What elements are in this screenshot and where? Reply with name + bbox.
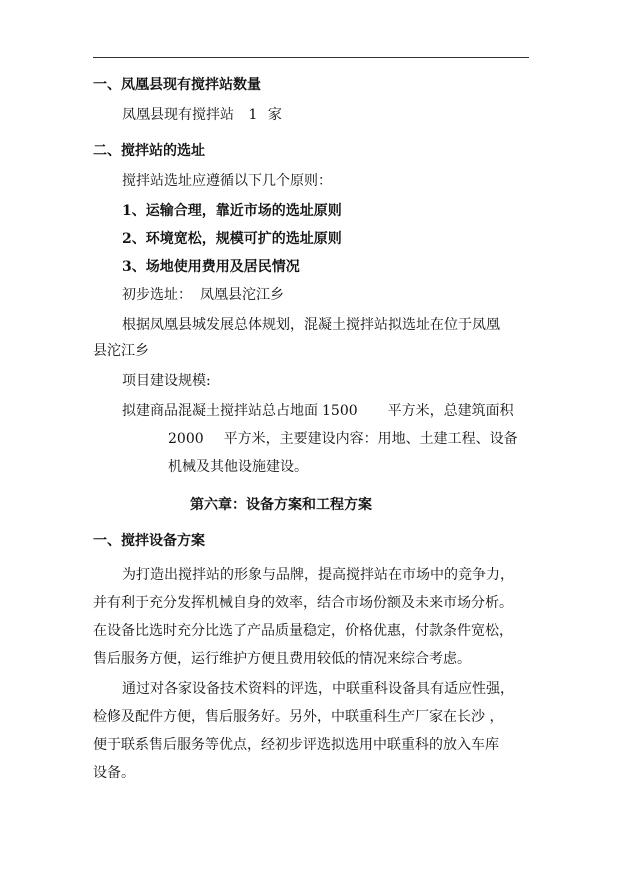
principle-3: 3、场地使用费用及居民情况: [122, 259, 300, 275]
p1-line1: 为打造出搅拌站的形象与品牌，提高搅拌站在市场中的竞争力，: [122, 567, 514, 583]
p1-line4: 售后服务方便，运行维护方便且费用较低的情况来综合考虑。: [93, 651, 471, 667]
prelim-site: [122, 286, 284, 304]
p2-line1: 通过对各家设备技术资料的评选，中联重科设备具有适应性强，: [122, 681, 514, 697]
section1-heading: 一、凤凰县现有搅拌站数量: [93, 77, 261, 93]
prelim-label: 初步选址：: [122, 287, 192, 303]
basis-line2: 县沱江乡: [93, 343, 149, 359]
scale-label: 项目建设规模:: [122, 373, 211, 389]
prelim-value: 凤凰县沱江乡: [200, 287, 284, 303]
p2-line4: 设备。: [93, 765, 135, 781]
section1-text-b: 家: [267, 107, 282, 123]
scale-line2-b: 平方米，主要建设内容：用地、土建工程、设备: [223, 431, 518, 447]
scale-line1-b: 平方米，总建筑面积: [387, 403, 514, 419]
scale-line1: [122, 402, 514, 420]
p2-line2: 检修及配件方便，售后服务好。另外，中联重科生产厂家在长沙 ，: [93, 709, 504, 725]
header-rule: [93, 57, 529, 58]
building-area: 2000: [168, 431, 204, 447]
land-area: 1500: [322, 403, 358, 419]
principle-2: 2、环境宽松，规模可扩的选址原则: [122, 231, 342, 247]
station-count: 1: [248, 107, 258, 123]
section2-heading: 二、搅拌站的选址: [93, 143, 205, 159]
scale-line1-a: 拟建商品混凝土搅拌站总占地面: [122, 403, 318, 419]
scale-line3: 机械及其他设施建设。: [168, 459, 308, 475]
chapter6-title: 第六章：设备方案和工程方案: [190, 497, 372, 513]
section2-intro: 搅拌站选址应遵循以下几个原则：: [122, 173, 332, 189]
scale-line2: [168, 430, 518, 448]
p2-line3: 便于联系售后服务等优点，经初步评选拟选用中联重科的放入车库: [93, 737, 499, 753]
p1-line2: 并有利于充分发挥机械自身的效率，结合市场份额及未来市场分析。: [93, 595, 513, 611]
chapter6-sec1-heading: 一、搅拌设备方案: [93, 533, 205, 549]
p1-line3: 在设备比选时充分比选了产品质量稳定，价格优惠，付款条件宽松，: [93, 623, 513, 639]
section1-text: [122, 106, 282, 124]
basis-line1: 根据凤凰县城发展总体规划，混凝土搅拌站拟选址在位于凤凰: [122, 317, 500, 333]
section1-text-a: 凤凰县现有搅拌站: [122, 107, 234, 123]
principle-1: 1、运输合理，靠近市场的选址原则: [122, 203, 342, 219]
